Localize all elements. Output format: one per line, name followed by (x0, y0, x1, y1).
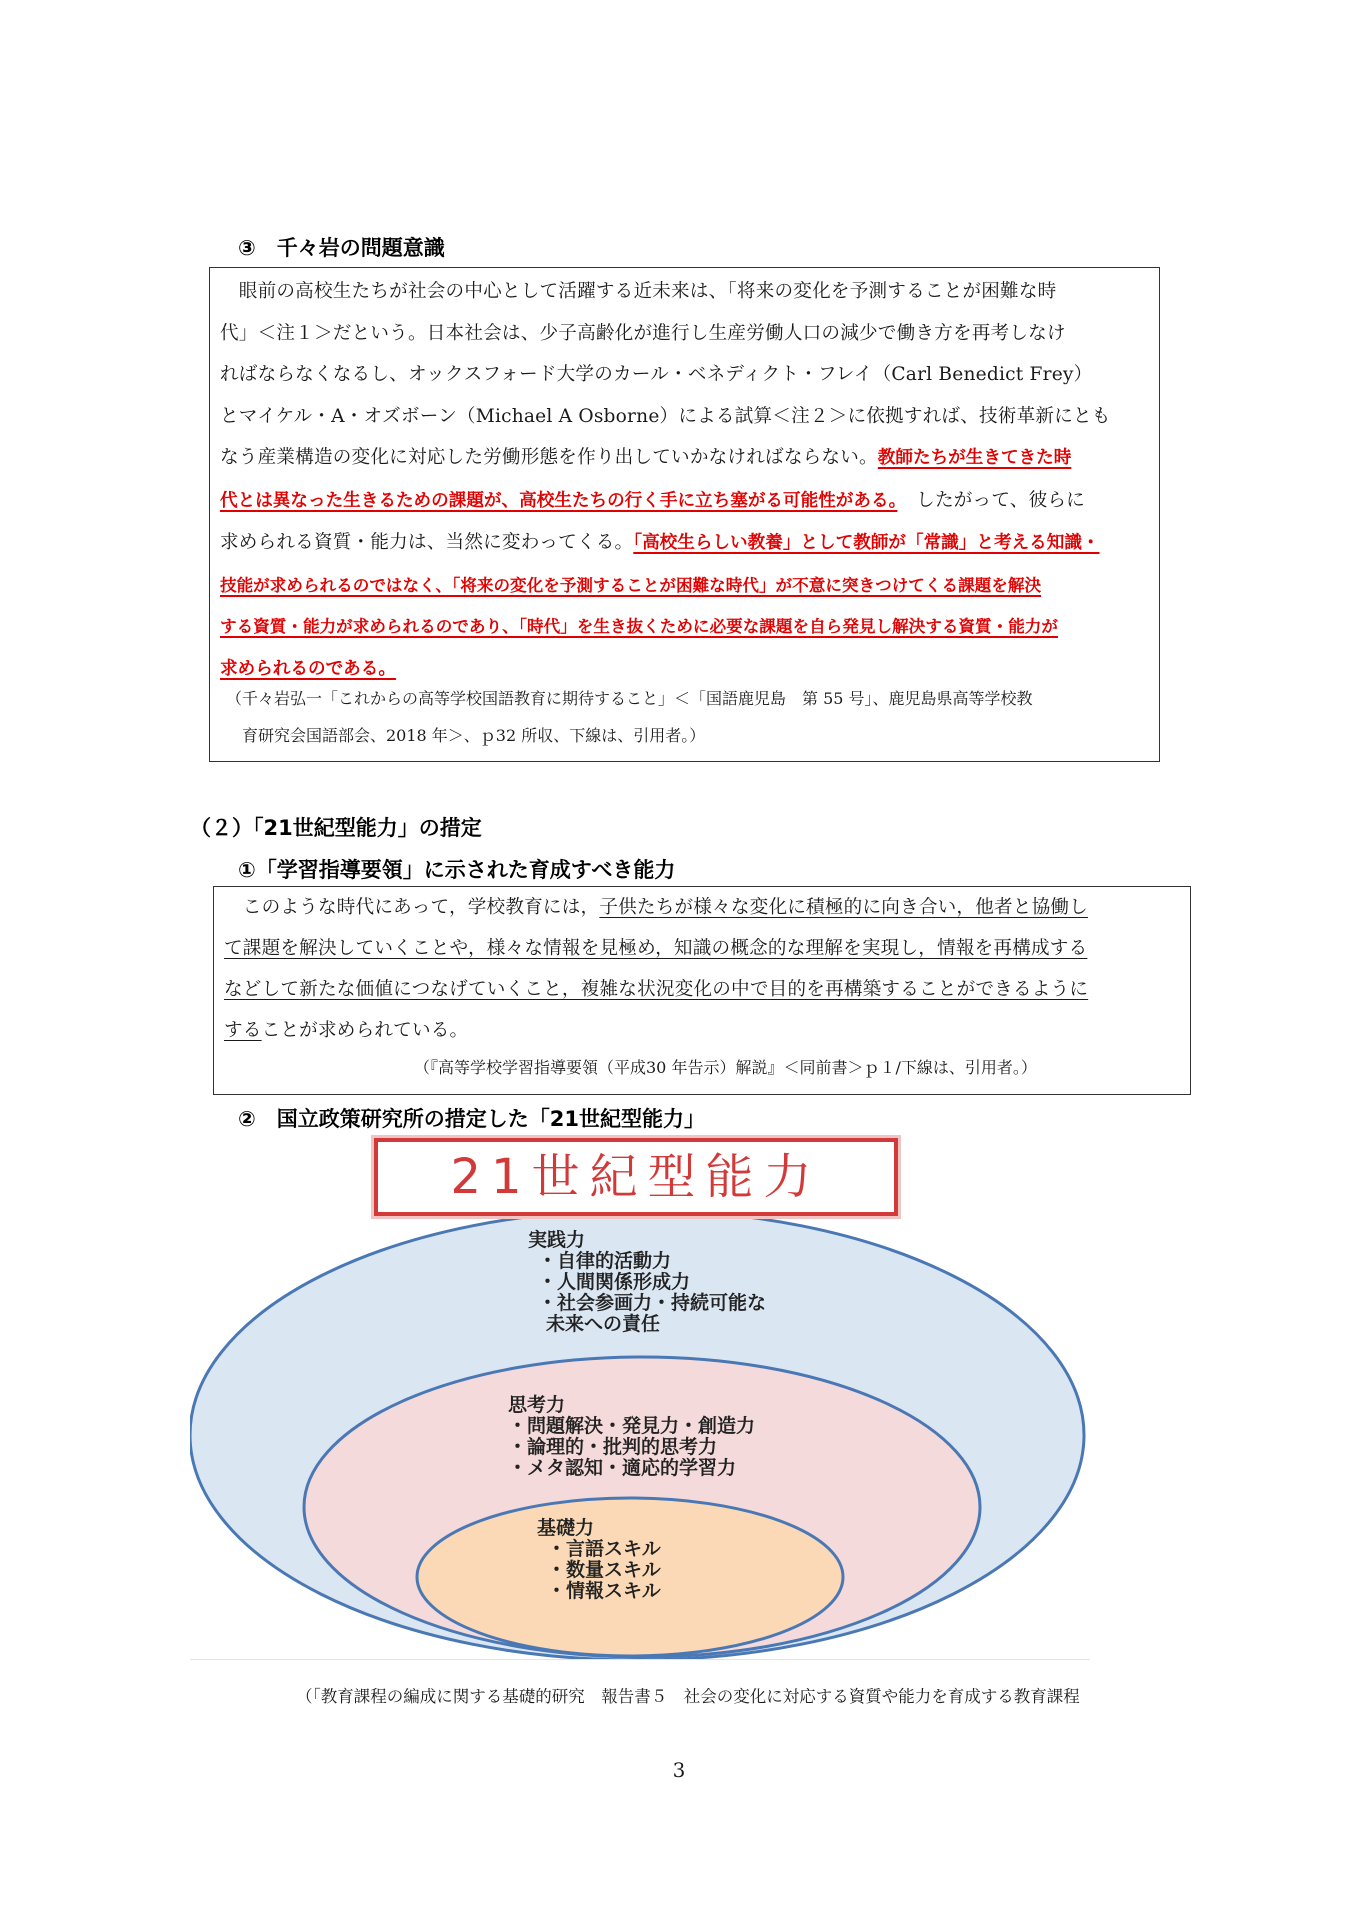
subsection-heading: ② 国立政策研究所の措定した「21世紀型能力」 (238, 1107, 706, 1131)
ring-heading: 基礎力 (537, 1517, 595, 1539)
text-line: とマイケル・A・オズボーン（Michael A Osborne）による試算＜注２＞に依拠すれば、技術革新にとも (220, 405, 1111, 427)
inner-ring-text: 基礎力 ・言語スキル ・数量スキル ・情報スキル (537, 1517, 661, 1602)
text-line: 代とは異なった生きるための課題が、高校生たちの行く手に立ち塞がる可能性がある。 したがって、彼らに (220, 489, 1085, 511)
text-line: なう産業構造の変化に対応した労働形態を作り出していかなければならない。教師たちが生きてきた時 (220, 447, 1072, 468)
subsection-heading: ①「学習指導要領」に示された育成すべき能力 (238, 858, 676, 882)
quote-box-1 (209, 267, 1160, 762)
emphasis-text: 求められるのである。 (220, 658, 396, 679)
text-line: ればならなくなるし、オックスフォード大学のカール・ベネディクト・フレイ（Carl Benedict Frey） (220, 364, 1093, 385)
figure-title: 21世紀型能力 (450, 1149, 822, 1205)
text-line: 求められる資質・能力は、当然に変わってくる。「高校生らしい教養」として教師が「常識」と考える知識・ (220, 532, 1100, 553)
figure-citation: （「教育課程の編成に関する基礎的研究 報告書５ 社会の変化に対応する資質や能力を育成する教育課程 (296, 1687, 1080, 1706)
middle-ring-text: 思考力 ・問題解決・発見力・創造力 ・論理的・批判的思考力 ・メタ認知・適応的学習力 (508, 1394, 756, 1479)
quote-box-2 (213, 886, 1191, 1095)
outer-ring-text: 実践力 ・自律的活動力 ・人間関係形成力 ・社会参画力・持続可能な 未来への責任 (528, 1229, 767, 1335)
section-heading: （２）「21世紀型能力」の措定 (190, 816, 482, 840)
text-line: などして新たな価値につなげていくこと，複雑な状況変化の中で目的を再構築することができるように (224, 979, 1089, 1000)
page-number: 3 (672, 1758, 686, 1782)
ring-heading: 思考力 (508, 1394, 566, 1416)
emphasis-text: 代とは異なった生きるための課題が、高校生たちの行く手に立ち塞がる可能性がある。 (220, 490, 898, 511)
section-heading: ③ 千々岩の問題意識 (238, 236, 445, 260)
emphasis-text: 「高校生らしい教養」として教師が「常識」と考える知識・ (633, 533, 1100, 553)
text-line: このような時代にあって，学校教育には，子供たちが様々な変化に積極的に向き合い，他者と協働し (224, 897, 1088, 918)
text-line (220, 565, 1111, 607)
ring-heading: 実践力 (528, 1229, 586, 1251)
text-line: 眼前の高校生たちが社会の中心として活躍する近未来は、「将来の変化を予測することが困難な時 (220, 281, 1057, 302)
citation: （『高等学校学習指導要領（平成30 年告示）解説』＜同前書＞ｐ１/下線は、引用者。） (414, 1058, 1037, 1077)
competency-figure (190, 1140, 1090, 1660)
figure-title-box (374, 1138, 898, 1216)
text-line: することが求められている。 (224, 1020, 469, 1041)
text-line (220, 606, 1111, 648)
emphasis-text: 技能が求められるのではなく、「将来の変化を予測することが困難な時代」が不意に突きつけてくる課題を解決 (220, 575, 1042, 595)
emphasis-text: 教師たちが生きてきた時 (877, 448, 1072, 468)
emphasis-text: する資質・能力が求められるのであり、「時代」を生き抜くために必要な課題を自ら発見し解決する資質・能力が (220, 617, 1058, 636)
citation: （千々岩弘一「これからの高等学校国語教育に期待すること」＜「国語鹿児島 第 55 号」、鹿児島県高等学校教 育研究会国語部会、2018 年＞、ｐ32 所収、下線は、引用者。） (226, 689, 1033, 745)
text-line: 代」＜注１＞だという。日本社会は、少子高齢化が進行し生産労働人口の減少で働き方を再考しなけ (220, 322, 1066, 344)
text-line: て課題を解決していくことや，様々な情報を見極め，知識の概念的な理解を実現し，情報を再構成する (224, 938, 1088, 959)
